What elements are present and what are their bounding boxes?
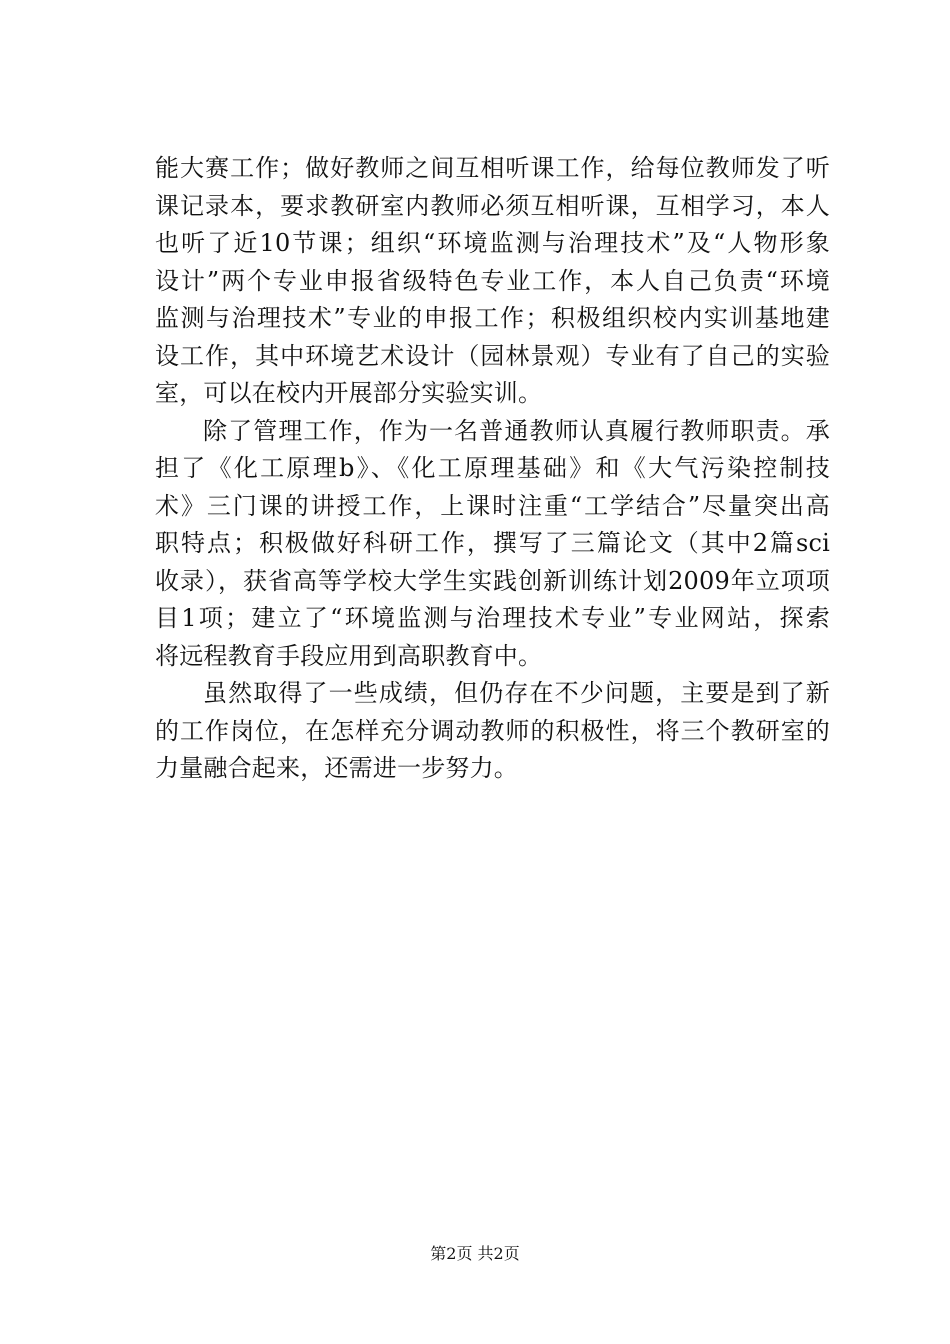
text-line: 的工作岗位，在怎样充分调动教师的积极性，将三个教研室的: [155, 716, 830, 745]
text-line: 课记录本，要求教研室内教师必须互相听课，互相学习，本人: [155, 191, 830, 220]
text-line: 担了《化工原理b》、《化工原理基础》和《大气污染控制技: [155, 454, 830, 482]
text-line: 收录），获省高等学校大学生实践创新训练计划2009年立项项: [155, 566, 830, 595]
text-line: 目1项；建立了“环境监测与治理技术专业”专业网站，探索: [155, 604, 830, 632]
text-line: 设工作，其中环境艺术设计（园林景观）专业有了自己的实验: [155, 341, 830, 370]
text-line: 术》三门课的讲授工作，上课时注重“工学结合”尽量突出高: [155, 491, 830, 520]
paragraph-2: [155, 413, 830, 676]
text-line: 室，可以在校内开展部分实验实训。: [155, 379, 543, 407]
text-line: 力量融合起来，还需进一步努力。: [155, 754, 518, 782]
text-line: 能大赛工作；做好教师之间互相听课工作，给每位教师发了听: [155, 154, 830, 182]
text-line: 设计”两个专业申报省级特色专业工作，本人自己负责“环境: [155, 266, 830, 295]
text-line: 也听了近10节课；组织“环境监测与治理技术”及“人物形象: [155, 229, 830, 257]
page-footer: 第2页 共2页: [430, 1244, 520, 1263]
text-line: 将远程教育手段应用到高职教育中。: [155, 641, 543, 670]
text-line: 职特点；积极做好科研工作，撰写了三篇论文（其中2篇sci: [155, 529, 830, 557]
document-body: [155, 150, 830, 788]
paragraph-3: [155, 675, 830, 788]
text-line: 虽然取得了一些成绩，但仍存在不少问题，主要是到了新: [203, 679, 830, 707]
paragraph-1: [155, 150, 830, 413]
text-line: 除了管理工作，作为一名普通教师认真履行教师职责。承: [203, 416, 830, 445]
text-line: 监测与治理技术”专业的申报工作；积极组织校内实训基地建: [155, 304, 830, 332]
